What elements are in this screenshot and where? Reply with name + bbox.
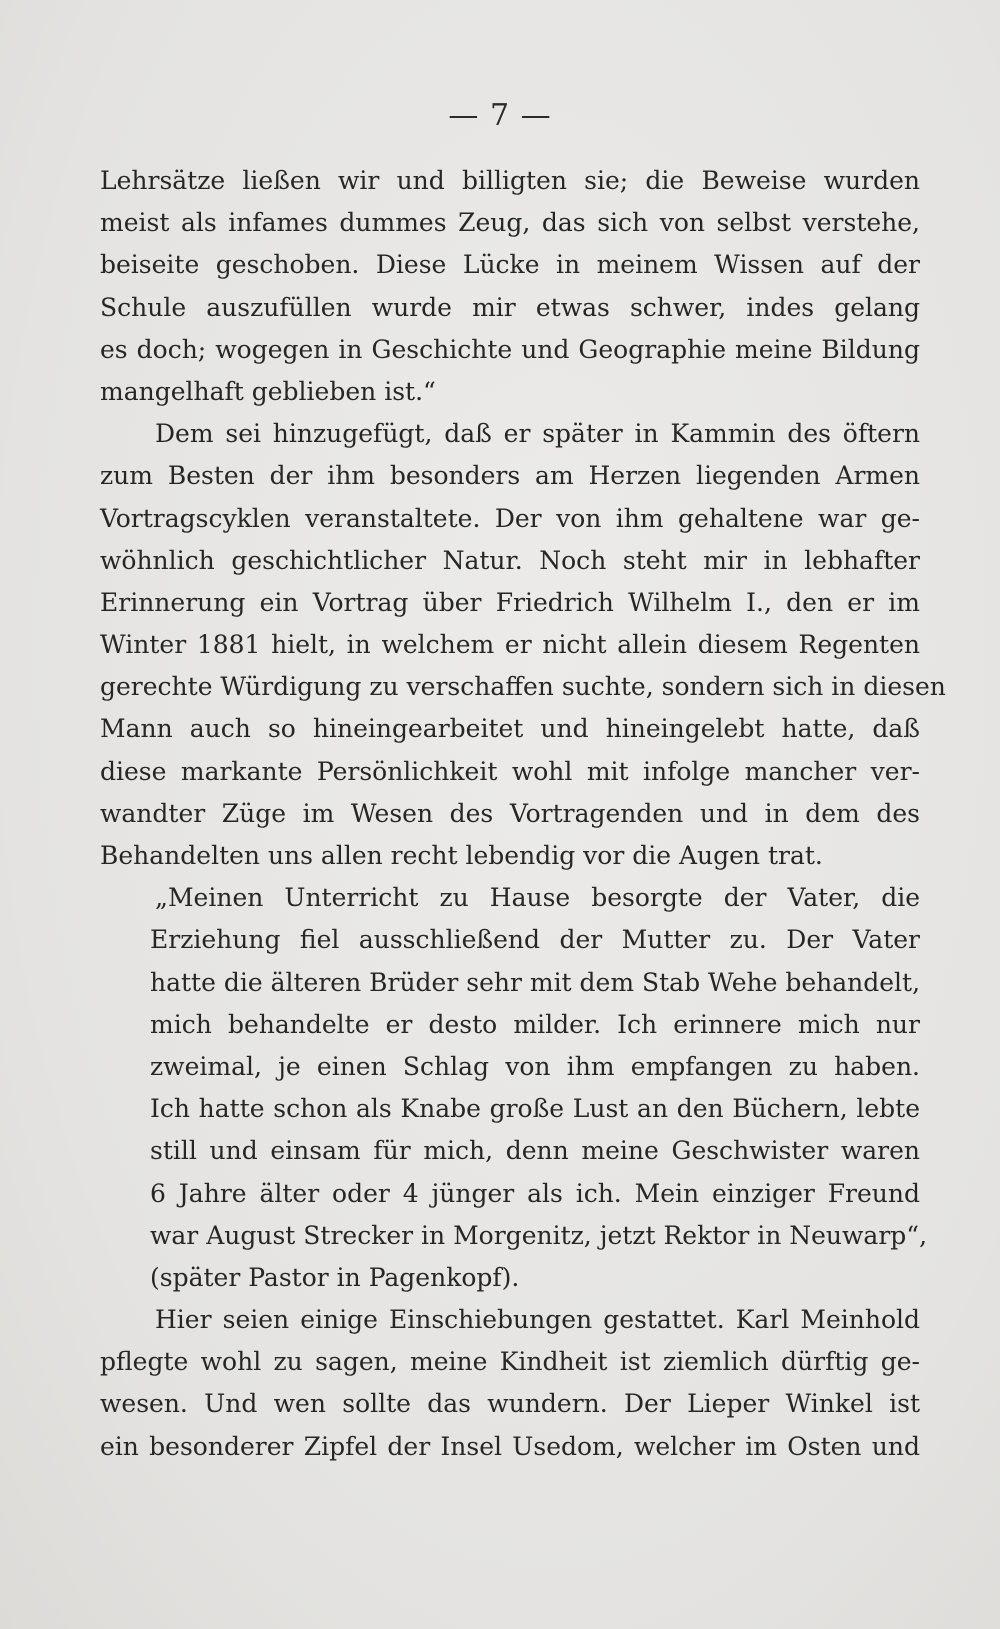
paragraph-start-line: Dem sei hinzugefügt, daß er später in Kammin des öftern (155, 419, 920, 449)
text-line: gerechte Würdigung zu verschaffen suchte, sondern sich in diesen (100, 672, 946, 702)
quote-line: zweimal, je einen Schlag von ihm empfangen zu haben. (150, 1051, 920, 1081)
text-line: wöhnlich geschichtlicher Natur. Noch steht mir in lebhafter (100, 545, 920, 575)
text-line: pflegte wohl zu sagen, meine Kindheit ist ziemlich dürftig ge- (100, 1347, 920, 1377)
text-line: ein besonderer Zipfel der Insel Usedom, welcher im Osten und (100, 1431, 920, 1461)
text-line: Behandelten uns allen recht lebendig vor die Augen trat. (100, 841, 823, 870)
quote-line: war August Strecker in Morgenitz, jetzt Rektor in Neuwarp“, (150, 1220, 928, 1250)
quote-line: Erziehung fiel ausschließend der Mutter zu. Der Vater (150, 925, 920, 955)
text-line: mangelhaft geblieben ist.“ (100, 376, 436, 406)
quote-line: Ich hatte schon als Knabe große Lust an den Büchern, lebte (150, 1094, 920, 1124)
body-text (100, 160, 946, 1468)
text-line: Winter 1881 hielt, in welchem er nicht allein diesem Regenten (100, 630, 920, 660)
paragraph-start-line: Hier seien einige Einschiebungen gestattet. Karl Meinhold (155, 1305, 920, 1335)
text-line: Mann auch so hineingearbeitet und hineingelebt hatte, daß (100, 714, 920, 744)
text-line: meist als infames dummes Zeug, das sich von selbst verstehe, (100, 208, 920, 238)
quote-line: (später Pastor in Pagenkopf). (150, 1262, 520, 1292)
text-line: Schule auszufüllen wurde mir etwas schwer, indes gelang (100, 292, 920, 322)
quote-start-line: „Meinen Unterricht zu Hause besorgte der Vater, die (155, 883, 920, 913)
text-line: wandter Züge im Wesen des Vortragenden und in dem des (100, 798, 920, 828)
text-line: beiseite geschoben. Diese Lücke in meinem Wissen auf der (100, 250, 920, 280)
quote-line: still und einsam für mich, denn meine Geschwister waren (150, 1136, 920, 1166)
text-line: diese markante Persönlichkeit wohl mit infolge mancher ver- (100, 756, 920, 786)
quote-line: 6 Jahre älter oder 4 jünger als ich. Mein einziger Freund (150, 1178, 920, 1208)
text-line: Lehrsätze ließen wir und billigten sie; die Beweise wurden (100, 166, 920, 195)
page-number: — 7 — (448, 98, 552, 133)
quote-line: mich behandelte er desto milder. Ich erinnere mich nur (150, 1009, 920, 1039)
text-line: Erinnerung ein Vortrag über Friedrich Wilhelm I., den er im (100, 587, 920, 617)
text-line: es doch; wogegen in Geschichte und Geographie meine Bildung (100, 334, 920, 364)
text-line: wesen. Und wen sollte das wundern. Der Lieper Winkel ist (100, 1389, 920, 1419)
text-line: zum Besten der ihm besonders am Herzen liegenden Armen (100, 461, 920, 491)
quote-line: hatte die älteren Brüder sehr mit dem Stab Wehe behandelt, (150, 967, 921, 997)
text-line: Vortragscyklen veranstaltete. Der von ihm gehaltene war ge- (100, 503, 920, 533)
